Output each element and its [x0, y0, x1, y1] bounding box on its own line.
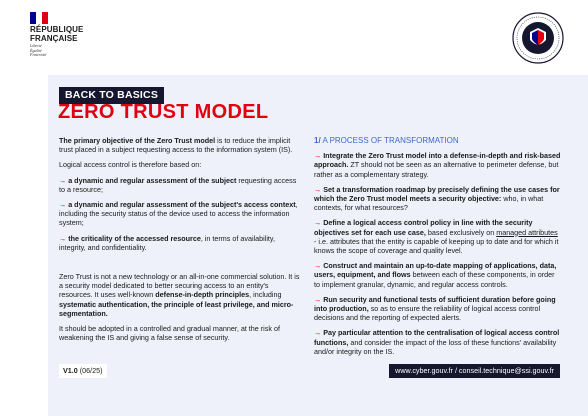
version-badge — [59, 364, 107, 378]
item-text: between each of these components, in order to implement granular, dynamic, and regular access controls. — [314, 270, 555, 289]
adoption-paragraph: It should be adopted in a controlled and gradual manner, at the risk of weakening the IS and giving a false sense of security. — [59, 324, 280, 343]
item-text: and consider the impact of the loss of these functions' availability and/or integrity on the IS. — [314, 337, 557, 356]
based-on-paragraph: Logical access control is therefore based on: — [59, 160, 202, 170]
item-text: based exclusively on — [425, 227, 497, 237]
anssi-seal-icon — [512, 12, 564, 64]
item-bold: Pay particular attention to the centralisation of logical access control functions, — [314, 328, 560, 347]
item-policy — [314, 218, 562, 255]
header — [0, 0, 588, 74]
motto-liberte: Liberté — [30, 43, 42, 48]
version-number: V1.0 — [63, 366, 78, 375]
flag-icon — [30, 12, 48, 24]
item-bold: Define a logical access control policy in line with the security objectives set for each use case, — [314, 218, 533, 237]
para-text: Zero Trust is not a new technology or an all-in-one commercial solution. It is a security model dedicated to better securing access to an entity's resources. It uses well-known — [59, 272, 300, 300]
bullet-text: requesting access to a resource; — [59, 175, 297, 194]
bullet-criticality — [59, 234, 303, 252]
right-column — [314, 136, 562, 362]
item-centralisation — [314, 328, 562, 356]
bullet-context — [59, 200, 303, 228]
left-column — [59, 136, 303, 348]
arrow-icon: → — [314, 328, 324, 338]
francaise-line: FRANÇAISE — [30, 33, 78, 43]
intro-text: is to reduce the implicit trust placed in a subject requesting access to the information system (IS). — [59, 136, 293, 155]
zero-trust-paragraph — [59, 272, 303, 318]
intro-bold: The primary objective of the Zero Trust model — [59, 136, 216, 145]
section-number: 1/ — [314, 136, 321, 145]
item-bold: Run security and functional tests of sufficient duration before going into production, — [314, 294, 556, 314]
section-title-text: A PROCESS OF TRANSFORMATION — [320, 136, 459, 145]
item-tests — [314, 295, 562, 323]
arrow-icon: → — [59, 175, 69, 185]
item-integrate — [314, 151, 562, 179]
version-date: (06/25) — [77, 366, 103, 375]
item-text: so as to ensure the reliability of logical access control decisions and the reporting of expected alerts. — [314, 304, 541, 323]
arrow-icon: → — [59, 200, 69, 210]
section-title — [314, 136, 562, 145]
bullet-bold: a dynamic and regular assessment of the subject — [68, 175, 237, 185]
item-text: who, in what contexts, for what resources? — [314, 194, 544, 213]
arrow-icon: → — [314, 218, 324, 228]
item-text: - i.e. attributes that the entity is capable of keeping up to date and for which it knows the scope of coverage and quality level. — [314, 236, 559, 256]
motto-fraternite: Fraternité — [30, 52, 47, 58]
para-bold: systematic authentication, the principle of least privilege, and micro-segmentation. — [59, 299, 294, 318]
item-bold: Integrate the Zero Trust model into a defense-in-depth and risk-based approach. — [314, 151, 561, 170]
back-to-basics-tag: BACK TO BASICS — [59, 87, 164, 104]
republic-motto — [30, 44, 46, 58]
item-mapping — [314, 261, 562, 289]
para-text: , including — [249, 290, 282, 300]
republic-name — [30, 26, 83, 43]
arrow-icon: → — [314, 261, 324, 271]
bullet-bold: a dynamic and regular assessment of the subject's access context — [68, 200, 296, 210]
republic-line: RÉPUBLIQUE — [30, 25, 84, 34]
item-bold: Set a transformation roadmap by precisely defining the use cases for which the Zero Trust model meets a security objective: — [314, 184, 560, 204]
arrow-icon: → — [314, 184, 324, 194]
arrow-icon: → — [59, 233, 69, 243]
bullet-text: , including the security status of the device used to access the information system; — [59, 200, 298, 228]
arrow-icon: → — [314, 294, 324, 304]
managed-attributes-link[interactable]: managed attributes — [496, 227, 558, 237]
motto-egalite: Égalité — [30, 47, 42, 53]
bullet-bold: the criticality of the accessed resource — [68, 233, 201, 243]
contact-links[interactable]: www.cyber.gouv.fr / conseil.technique@ssi.gouv.fr — [389, 364, 560, 378]
intro-paragraph — [59, 136, 303, 154]
item-bold: Construct and maintain an up-to-date mapping of applications, data, users, equipment, and flows — [314, 261, 557, 280]
arrow-icon: → — [314, 151, 324, 161]
bullet-subject — [59, 176, 303, 194]
para-bold: defense-in-depth principles — [155, 290, 250, 300]
item-text: ZT should not be seen as an alternative to perimeter defense, but rather as a complementary strategy. — [314, 160, 559, 179]
item-roadmap — [314, 185, 562, 213]
bullet-text: , in terms of availability, integrity, and confidentiality. — [59, 233, 275, 252]
page-title: ZERO TRUST MODEL — [58, 101, 269, 123]
